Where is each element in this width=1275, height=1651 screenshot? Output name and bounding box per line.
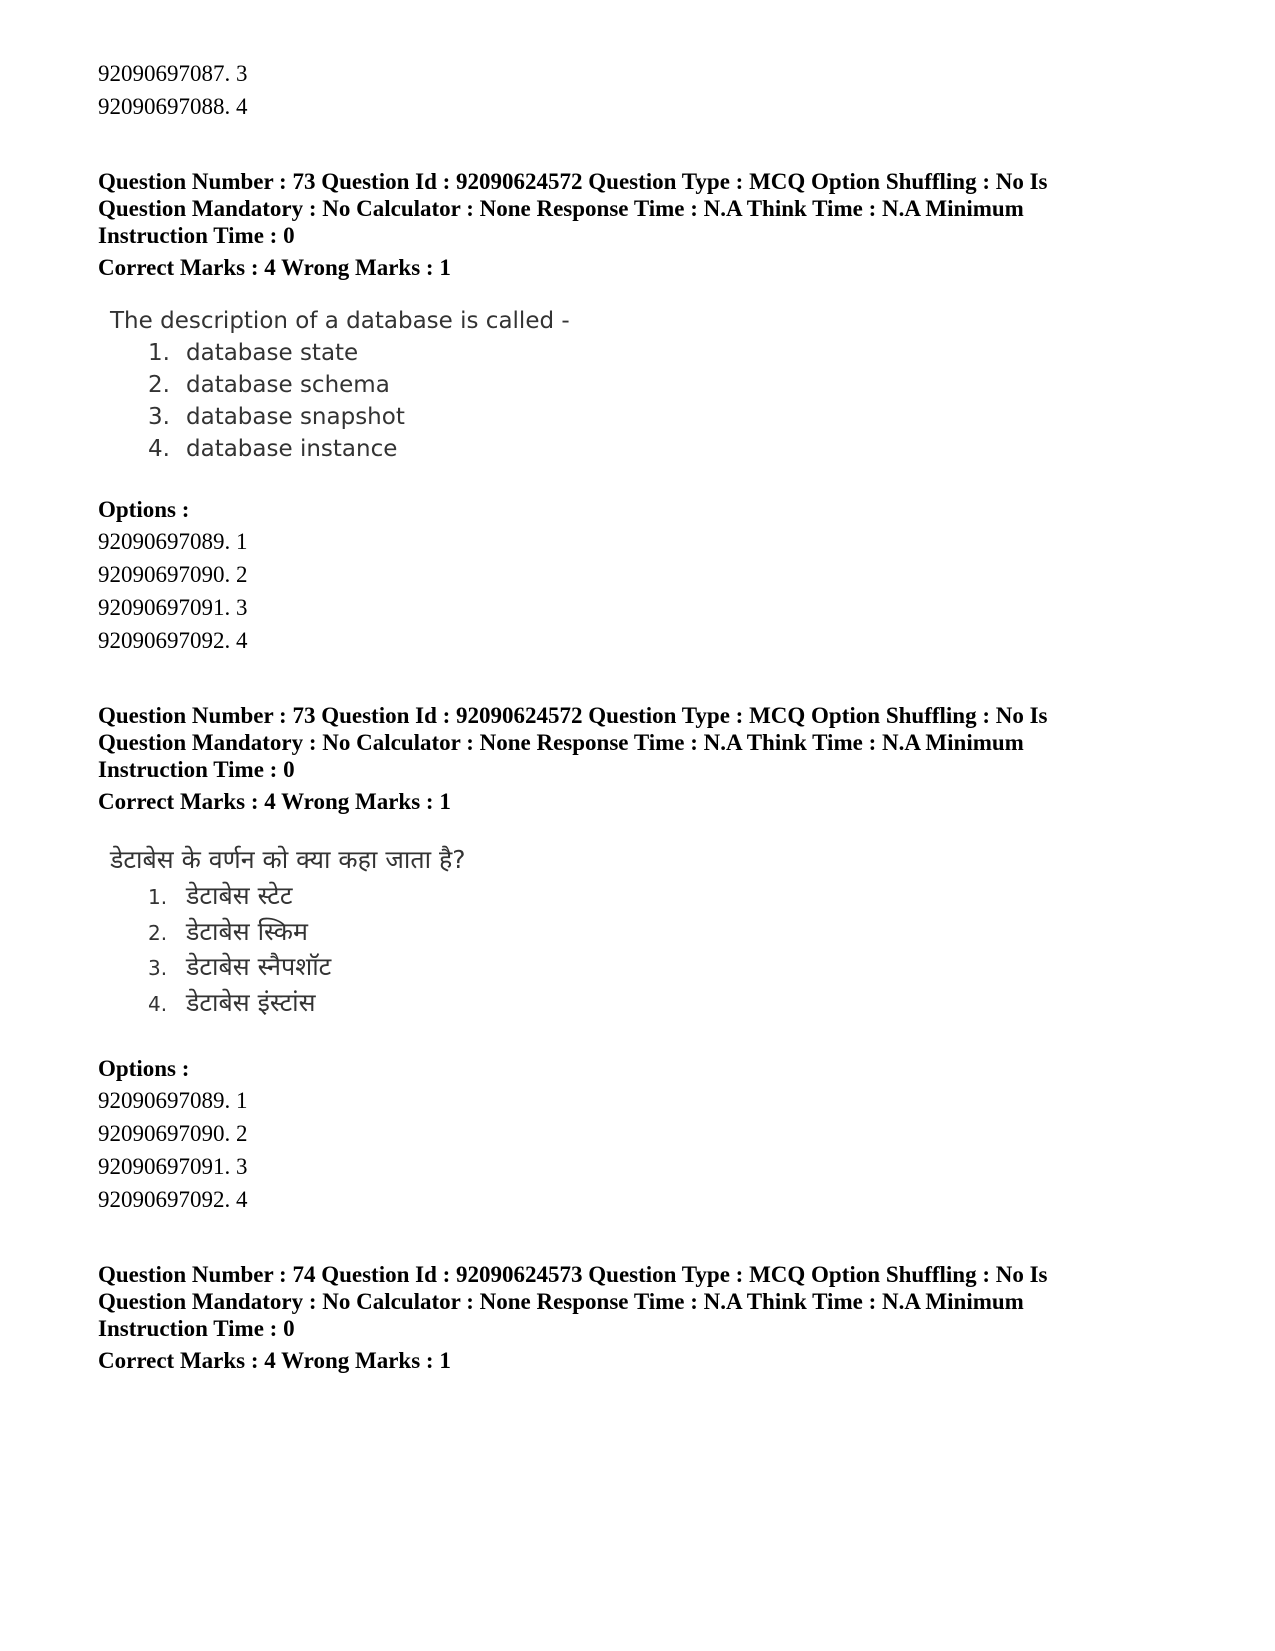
options-label: Options : (98, 1056, 190, 1081)
question-header: Question Mandatory : No Calculator : None Response Time : N.A Think Time : N.A Minimum (98, 730, 1024, 755)
question-choice (148, 881, 293, 912)
marks-line: Correct Marks : 4 Wrong Marks : 1 (98, 789, 451, 814)
option-line: 92090697090. 2 (98, 562, 248, 587)
choice-text: डेटाबेस स्टेट (186, 881, 293, 910)
choice-text: database instance (186, 436, 398, 462)
question-header: Question Mandatory : No Calculator : None Response Time : N.A Think Time : N.A Minimum (98, 1289, 1024, 1314)
option-line: 92090697092. 4 (98, 1187, 248, 1212)
question-header: Instruction Time : 0 (98, 223, 295, 248)
option-line: 92090697091. 3 (98, 1154, 248, 1179)
option-line: 92090697087. 3 (98, 61, 248, 86)
choice-number: 2. (148, 372, 170, 398)
question-choice (148, 952, 331, 983)
option-line: 92090697089. 1 (98, 1088, 248, 1113)
question-header: Instruction Time : 0 (98, 757, 295, 782)
choice-text: डेटाबेस इंस्टांस (186, 988, 316, 1017)
question-stem: डेटाबेस के वर्णन को क्या कहा जाता है? (110, 845, 466, 874)
choice-number: 3. (148, 956, 168, 980)
option-line: 92090697088. 4 (98, 94, 248, 119)
options-label: Options : (98, 497, 190, 522)
choice-number: 3. (148, 404, 170, 430)
question-choice (148, 434, 397, 464)
question-header: Question Number : 73 Question Id : 92090624572 Question Type : MCQ Option Shuffling : No Is (98, 703, 1048, 728)
choice-text: database snapshot (186, 404, 405, 430)
question-stem: The description of a database is called - (110, 308, 570, 334)
choice-number: 1. (148, 340, 170, 366)
marks-line: Correct Marks : 4 Wrong Marks : 1 (98, 255, 451, 280)
question-choice (148, 338, 358, 368)
marks-line: Correct Marks : 4 Wrong Marks : 1 (98, 1348, 451, 1373)
choice-text: database state (186, 340, 359, 366)
question-choice (148, 370, 390, 400)
option-line: 92090697092. 4 (98, 628, 248, 653)
option-line: 92090697091. 3 (98, 595, 248, 620)
choice-text: डेटाबेस स्किम (186, 917, 308, 946)
question-header: Instruction Time : 0 (98, 1316, 295, 1341)
choice-text: database schema (186, 372, 390, 398)
question-header: Question Mandatory : No Calculator : None Response Time : N.A Think Time : N.A Minimum (98, 196, 1024, 221)
question-choice (148, 402, 405, 432)
option-line: 92090697090. 2 (98, 1121, 248, 1146)
choice-number: 1. (148, 885, 168, 909)
question-choice (148, 988, 316, 1019)
choice-text: डेटाबेस स्नैपशॉट (186, 952, 332, 981)
question-header: Question Number : 74 Question Id : 92090624573 Question Type : MCQ Option Shuffling : No Is (98, 1262, 1048, 1287)
option-line: 92090697089. 1 (98, 529, 248, 554)
question-choice (148, 917, 308, 948)
choice-number: 4. (148, 436, 170, 462)
question-header: Question Number : 73 Question Id : 92090624572 Question Type : MCQ Option Shuffling : No Is (98, 169, 1048, 194)
choice-number: 2. (148, 921, 168, 945)
choice-number: 4. (148, 992, 168, 1016)
